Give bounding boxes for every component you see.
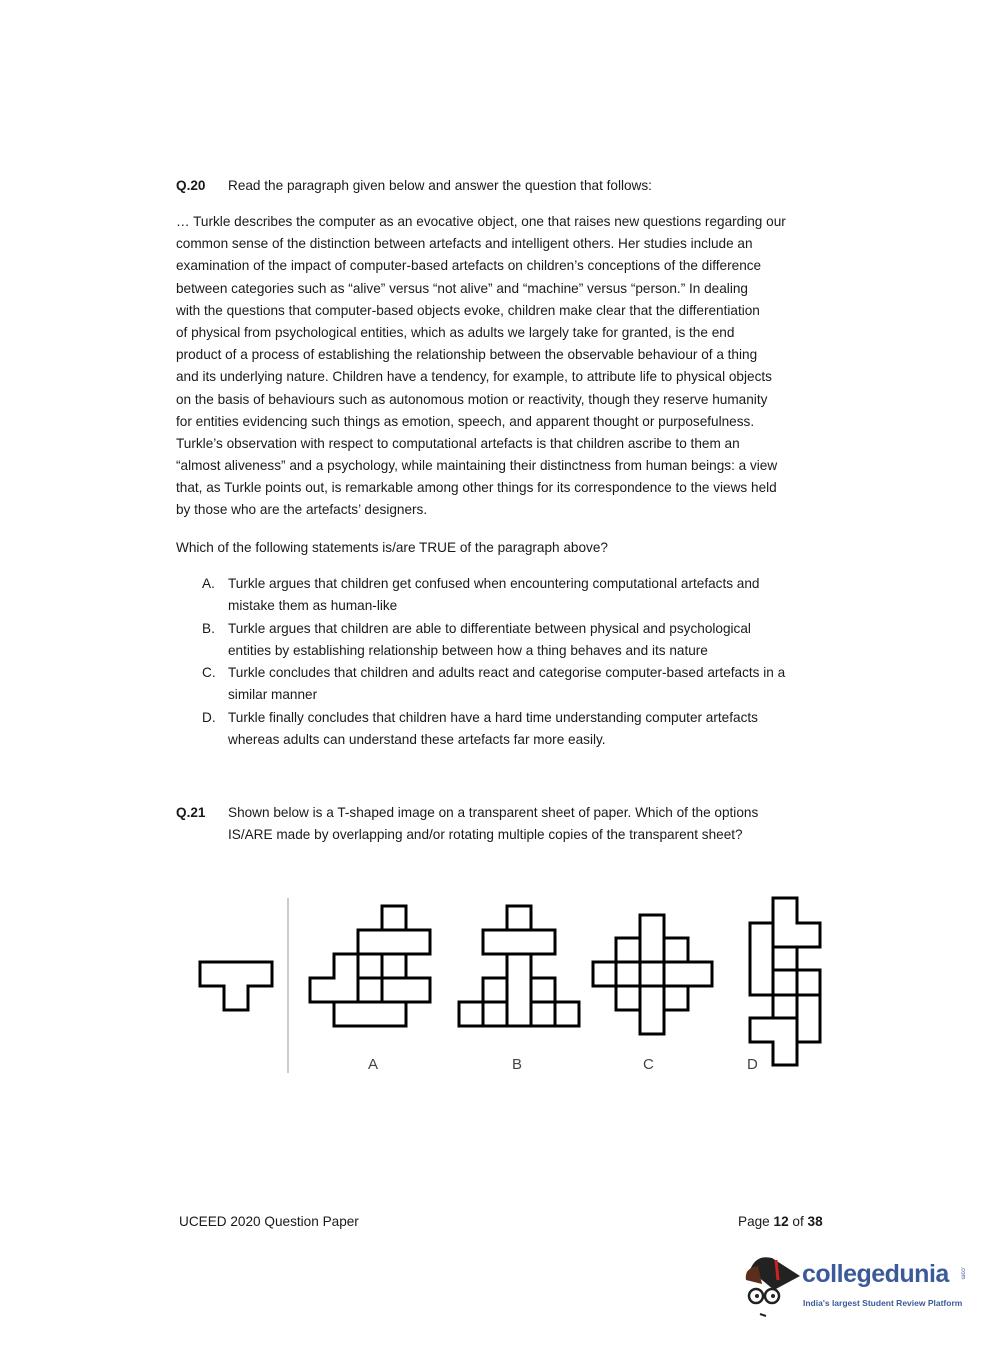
paragraph-line: that, as Turkle points out, is remarkable among other things for its correspondence to the views held (176, 480, 777, 496)
option-label: A. (202, 576, 215, 591)
paragraph-line: and its underlying nature. Children have a tendency, for example, to attribute life to physical objects (176, 369, 772, 385)
q20-question: Which of the following statements is/are TRUE of the paragraph above? (176, 540, 608, 555)
option-text: whereas adults can understand these artefacts far more easily. (228, 732, 606, 748)
option-label: B. (202, 621, 215, 636)
paragraph-line: common sense of the distinction between artefacts and intelligent others. Her studies include an (176, 236, 753, 252)
paragraph-line: … Turkle describes the computer as an evocative object, one that raises new questions regarding our (176, 214, 786, 229)
option-label: C. (202, 665, 216, 680)
paragraph-line: by those who are the artefacts’ designers. (176, 502, 428, 518)
q21-line: IS/ARE made by overlapping and/or rotating multiple copies of the transparent sheet? (228, 827, 743, 843)
option-text: mistake them as human-like (228, 598, 398, 614)
logo-tld: .com (959, 1266, 966, 1280)
option-d-figure (750, 898, 820, 1065)
option-text: similar manner (228, 687, 318, 703)
q21-number: Q.21 (176, 805, 206, 820)
option-text: entities by establishing relationship between how a thing behaves and its nature (228, 643, 708, 659)
figure-label-d: D (747, 1056, 758, 1073)
footer-title: UCEED 2020 Question Paper (179, 1214, 359, 1229)
option-text: Turkle argues that children are able to differentiate between physical and psychological (228, 621, 751, 636)
paragraph-line: of physical from psychological entities, which as adults we largely take for granted, is the end (176, 324, 735, 340)
option-c-figure (593, 915, 712, 1034)
logo-tagline: India's largest Student Review Platform (803, 1298, 963, 1308)
paragraph-line: on the basis of behaviours such as autonomous motion or reactivity, though they reserve humanity (176, 391, 768, 407)
paragraph-line: product of a process of establishing the relationship between the observable behaviour of a thing (176, 347, 758, 363)
page-number (738, 1214, 823, 1229)
mascot-icon (742, 1250, 802, 1320)
t-shape-figure (200, 962, 272, 1010)
paragraph-line: with the questions that computer-based objects evoke, children make clear that the differentiation (176, 302, 760, 318)
option-label: D. (202, 710, 216, 725)
option-a-figure (310, 906, 430, 1026)
paragraph-line: examination of the impact of computer-based artefacts on children’s conceptions of the difference (176, 258, 762, 274)
figure-label-a: A (368, 1056, 379, 1073)
figure-label-c: C (643, 1056, 654, 1073)
option-b-figure (459, 906, 579, 1026)
collegedunia-logo (742, 1250, 972, 1320)
paragraph-line: between categories such as “alive” versus “not alive” and “machine” versus “person.” In dealing (176, 280, 748, 296)
current-page: 12 (773, 1214, 789, 1229)
q21-line: Shown below is a T-shaped image on a transparent sheet of paper. Which of the options (228, 805, 759, 820)
total-pages: 38 (807, 1214, 823, 1229)
option-text: Turkle finally concludes that children have a hard time understanding computer artefacts (228, 710, 758, 725)
logo-wordmark: collegedunia (802, 1260, 949, 1288)
paragraph-line: for entities evidencing such things as emotion, speech, and apparent thought or purposefulness. (176, 413, 755, 429)
page-prefix: Page (738, 1214, 774, 1229)
paragraph-line: Turkle’s observation with respect to computational artefacts is that children ascribe to them an (176, 435, 740, 451)
figure-label-b: B (512, 1056, 523, 1073)
q20-prompt: Read the paragraph given below and answer the question that follows: (228, 178, 652, 193)
q20-number: Q.20 (176, 178, 206, 193)
option-text: Turkle concludes that children and adults react and categorise computer-based artefacts in a (228, 665, 786, 680)
paragraph-line: “almost aliveness” and a psychology, while maintaining their distinctness from human beings: a view (176, 458, 778, 474)
option-text: Turkle argues that children get confused when encountering computational artefacts and (228, 576, 760, 591)
page-of: of (788, 1214, 808, 1229)
